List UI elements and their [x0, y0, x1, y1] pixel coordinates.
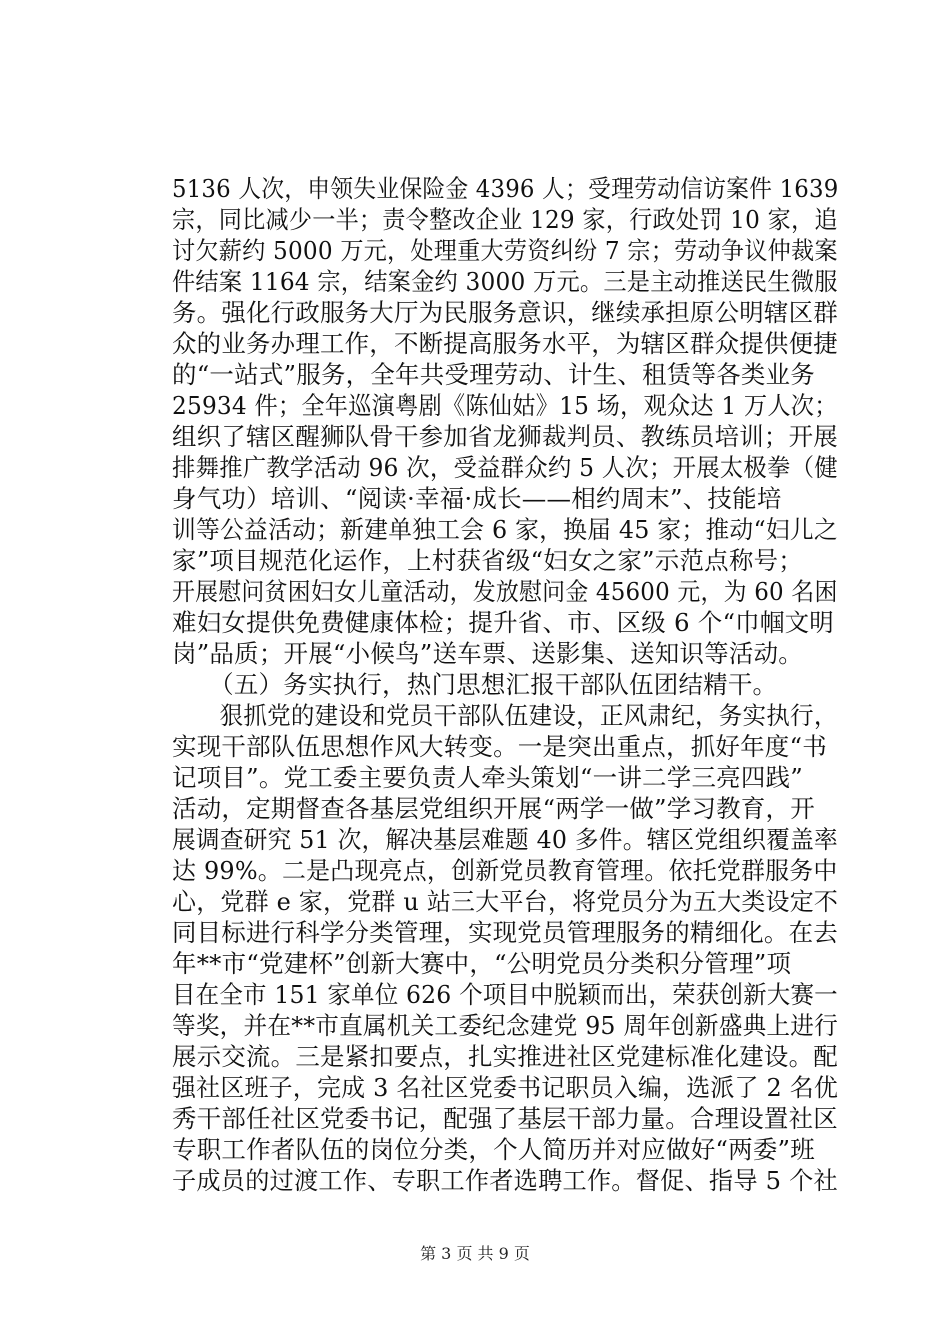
text-line: 宗，同比减少一半；责令整改企业 129 家，行政处罚 10 家，追 [172, 205, 838, 234]
text-line: 子成员的过渡工作、专职工作者选聘工作。督促、指导 5 个社 [172, 1166, 838, 1195]
text-line: 务。强化行政服务大厅为民服务意识，继续承担原公明辖区群 [172, 298, 838, 327]
page-footer: 第 3 页 共 9 页 [420, 1244, 530, 1263]
text-line: 记项目”。党工委主要负责人牵头策划“一讲二学三亮四践” [172, 763, 803, 792]
text-line: 训等公益活动；新建单独工会 6 家，换届 45 家；推动“妇儿之 [172, 515, 838, 544]
text-line: 狠抓党的建设和党员干部队伍建设，正风肃纪，务实执行， [172, 701, 838, 730]
text-line: 强社区班子，完成 3 名社区党委书记职员入编，选派了 2 名优 [172, 1073, 839, 1102]
text-line: 开展慰问贫困妇女儿童活动，发放慰问金 45600 元，为 60 名困 [172, 577, 838, 606]
text-line: （五）务实执行，热门思想汇报干部队伍团结精干。 [172, 670, 778, 699]
text-line: 身气功）培训、“阅读·幸福·成长——相约周末”、技能培 [172, 484, 782, 513]
text-line: 25934 件；全年巡演粤剧《陈仙姑》15 场，观众达 1 万人次； [172, 391, 838, 420]
text-line: 展调查研究 51 次，解决基层难题 40 多件。辖区党组织覆盖率 [172, 825, 838, 854]
text-line: 目在全市 151 家单位 626 个项目中脱颖而出，荣获创新大赛一 [172, 980, 838, 1009]
text-line: 件结案 1164 宗，结案金约 3000 万元。三是主动推送民生微服 [172, 267, 838, 296]
text-line: 实现干部队伍思想作风大转变。一是突出重点，抓好年度“书 [172, 732, 827, 761]
text-line: 等奖，并在**市直属机关工委纪念建党 95 周年创新盛典上进行 [172, 1011, 838, 1040]
text-line: 的“一站式”服务，全年共受理劳动、计生、租赁等各类业务 [172, 360, 815, 389]
text-line: 年**市“党建杯”创新大赛中，“公明党员分类积分管理”项 [172, 949, 792, 978]
text-line: 众的业务办理工作，不断提高服务水平，为辖区群众提供便捷 [172, 329, 838, 358]
text-line: 家”项目规范化运作，上村获省级“妇女之家”示范点称号； [172, 546, 803, 575]
text-line: 达 99%。二是凸现亮点，创新党员教育管理。依托党群服务中 [172, 856, 838, 885]
document-body [172, 173, 838, 1196]
text-line: 5136 人次，申领失业保险金 4396 人；受理劳动信访案件 1639 [172, 174, 839, 203]
text-line: 展示交流。三是紧扣要点，扎实推进社区党建标准化建设。配 [172, 1042, 838, 1071]
text-line: 岗”品质；开展“小候鸟”送车票、送影集、送知识等活动。 [172, 639, 803, 668]
text-line: 活动，定期督查各基层党组织开展“两学一做”学习教育，开 [172, 794, 815, 823]
text-line: 讨欠薪约 5000 万元，处理重大劳资纠纷 7 宗；劳动争议仲裁案 [172, 236, 838, 265]
text-line: 同目标进行科学分类管理，实现党员管理服务的精细化。在去 [172, 918, 838, 947]
text-line: 难妇女提供免费健康体检；提升省、市、区级 6 个“巾帼文明 [172, 608, 834, 637]
text-line: 排舞推广教学活动 96 次，受益群众约 5 人次；开展太极拳（健 [172, 453, 838, 482]
text-line: 秀干部任社区党委书记，配强了基层干部力量。合理设置社区 [172, 1104, 838, 1133]
text-line: 心，党群 e 家，党群 u 站三大平台，将党员分为五大类设定不 [172, 887, 839, 916]
text-line: 组织了辖区醒狮队骨干参加省龙狮裁判员、教练员培训；开展 [172, 422, 838, 451]
text-line: 专职工作者队伍的岗位分类，个人简历并对应做好“两委”班 [172, 1135, 815, 1164]
